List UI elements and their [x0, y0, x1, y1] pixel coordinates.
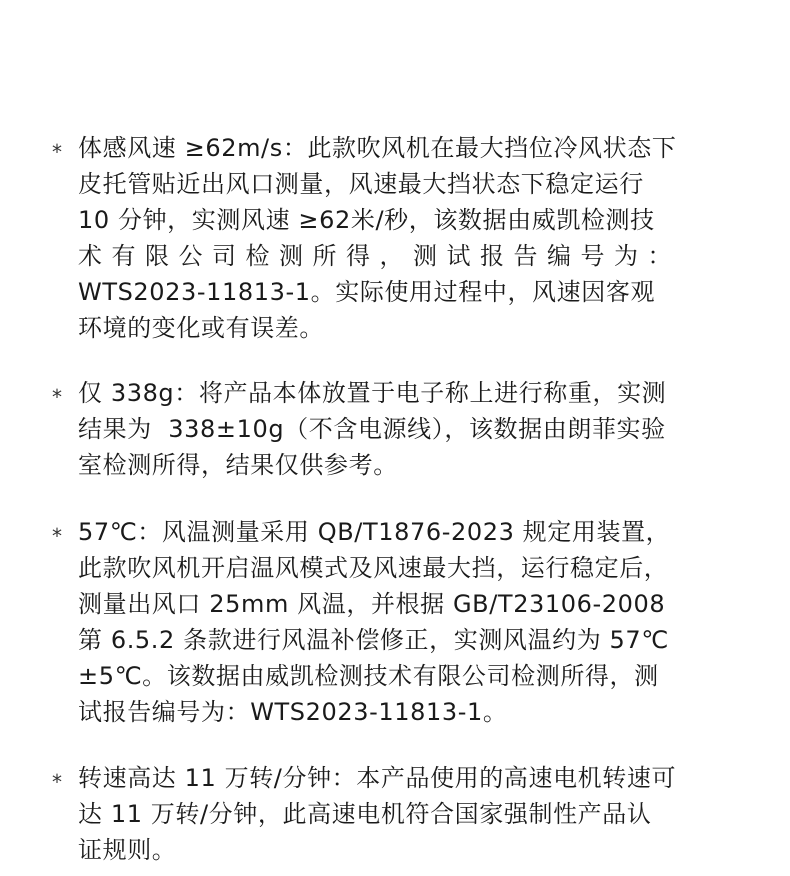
footnote-line: 皮托管贴近出风口测量，风速最大挡状态下稳定运行: [78, 170, 644, 198]
footnote-line: 57℃：风温测量采用 QB/T1876-2023 规定用装置，: [78, 518, 671, 546]
footnote-line: 室检测所得，结果仅供参考。: [78, 451, 398, 479]
footnote-asterisk: *: [52, 385, 62, 409]
footnote-asterisk: *: [52, 524, 62, 548]
footnote-line: 试报告编号为：WTS2023-11813-1。: [78, 698, 508, 726]
footnote-line: 第 6.5.2 条款进行风温补偿修正，实测风温约为 57℃: [78, 626, 669, 654]
footnote-line: 仅 338g：将产品本体放置于电子称上进行称重，实测: [78, 379, 667, 407]
footnote-line: 环境的变化或有误差。: [78, 314, 324, 342]
footnote-line: 结果为 338±10g（不含电源线），该数据由朗菲实验: [78, 415, 666, 443]
footnote-line: 达 11 万转/分钟，此高速电机符合国家强制性产品认: [78, 800, 652, 828]
footnote-line: 证规则。: [78, 836, 177, 864]
footnote-line: 测量出风口 25mm 风温，并根据 GB/T23106-2008: [78, 590, 666, 618]
footnote-line: ±5℃。该数据由威凯检测技术有限公司检测所得，测: [78, 662, 659, 690]
footnote-line: WTS2023-11813-1。实际使用过程中，风速因客观: [78, 278, 656, 306]
footnote-line: 转速高达 11 万转/分钟：本产品使用的高速电机转速可: [78, 764, 677, 792]
footnote-asterisk: *: [52, 140, 62, 164]
footnote-asterisk: *: [52, 770, 62, 794]
footnote-line: 术有限公司检测所得，测试报告编号为：: [78, 242, 681, 270]
footnote-line: 10 分钟，实测风速 ≥62米/秒，该数据由威凯检测技: [78, 206, 655, 234]
footnote-line: 此款吹风机开启温风模式及风速最大挡，运行稳定后，: [78, 554, 669, 582]
footnote-line: 体感风速 ≥62m/s：此款吹风机在最大挡位冷风状态下: [78, 134, 677, 162]
